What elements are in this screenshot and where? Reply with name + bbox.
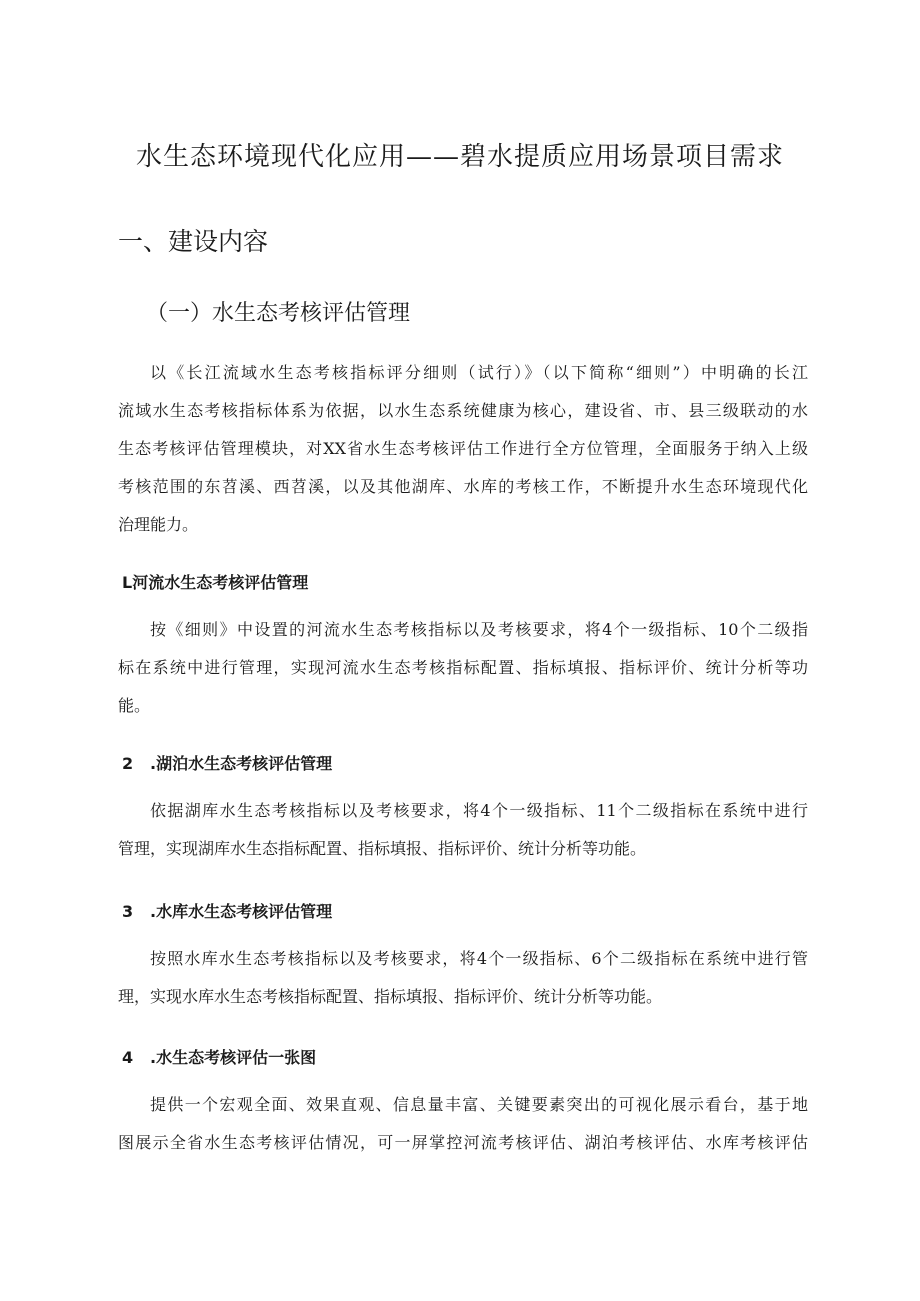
document-title: 水生态环境现代化应用——碧水提质应用场景项目需求 [135, 142, 784, 172]
paragraph-line: 管理，实现湖库水生态指标配置、指标填报、指标评价、统计分析等功能。 [118, 839, 647, 858]
paragraph-line: 以《长江流域水生态考核指标评分细则（试行）》（以下简称“细则”）中明确的长江 [150, 363, 808, 382]
item-number: 4 [122, 1048, 134, 1067]
item-heading [122, 751, 332, 774]
paragraph-line: 图展示全省水生态考核评估情况，可一屏掌控河流考核评估、湖泊考核评估、水库考核评估 [118, 1133, 808, 1152]
item-paragraph [118, 940, 808, 1016]
item-paragraph [118, 1086, 808, 1162]
subsection-heading: （一）水生态考核评估管理 [146, 301, 411, 326]
item-heading-text: .湖泊水生态考核评估管理 [150, 754, 333, 773]
item-paragraph [118, 611, 808, 725]
item-heading-text: .水生态考核评估一张图 [150, 1048, 317, 1067]
paragraph-line: 提供一个宏观全面、效果直观、信息量丰富、关键要素突出的可视化展示看台，基于地 [150, 1095, 808, 1114]
item-heading-text: .水库水生态考核评估管理 [150, 902, 333, 921]
paragraph-line: 流域水生态考核指标体系为依据，以水生态系统健康为核心，建设省、市、县三级联动的水 [118, 401, 808, 420]
paragraph-line: 理，实现水库水生态考核指标配置、指标填报、指标评价、统计分析等功能。 [118, 987, 663, 1006]
item-number: 3 [122, 902, 134, 921]
section-heading: 一、建设内容 [118, 227, 269, 256]
paragraph-line: 按照水库水生态考核指标以及考核要求，将4个一级指标、6个二级指标在系统中进行管 [150, 949, 808, 968]
paragraph-line: 考核范围的东苕溪、西苕溪，以及其他湖库、水库的考核工作，不断提升水生态环境现代化 [118, 477, 808, 496]
paragraph-line: 治理能力。 [118, 515, 199, 534]
paragraph-line: 依据湖库水生态考核指标以及考核要求，将4个一级指标、11个二级指标在系统中进行 [150, 801, 808, 820]
intro-paragraph [118, 354, 808, 544]
paragraph-line: 能。 [118, 696, 151, 715]
paragraph-line: 生态考核评估管理模块，对XX省水生态考核评估工作进行全方位管理，全面服务于纳入上级 [118, 439, 808, 458]
item-heading [122, 899, 332, 922]
item-number: 2 [122, 754, 134, 773]
item-heading [122, 570, 308, 593]
item-heading [122, 1045, 316, 1068]
paragraph-line: 按《细则》中设置的河流水生态考核指标以及考核要求，将4个一级指标、10个二级指 [150, 620, 808, 639]
item-paragraph [118, 792, 808, 868]
item-heading-text: L河流水生态考核评估管理 [122, 573, 309, 592]
paragraph-line: 标在系统中进行管理，实现河流水生态考核指标配置、指标填报、指标评价、统计分析等功 [118, 658, 808, 677]
